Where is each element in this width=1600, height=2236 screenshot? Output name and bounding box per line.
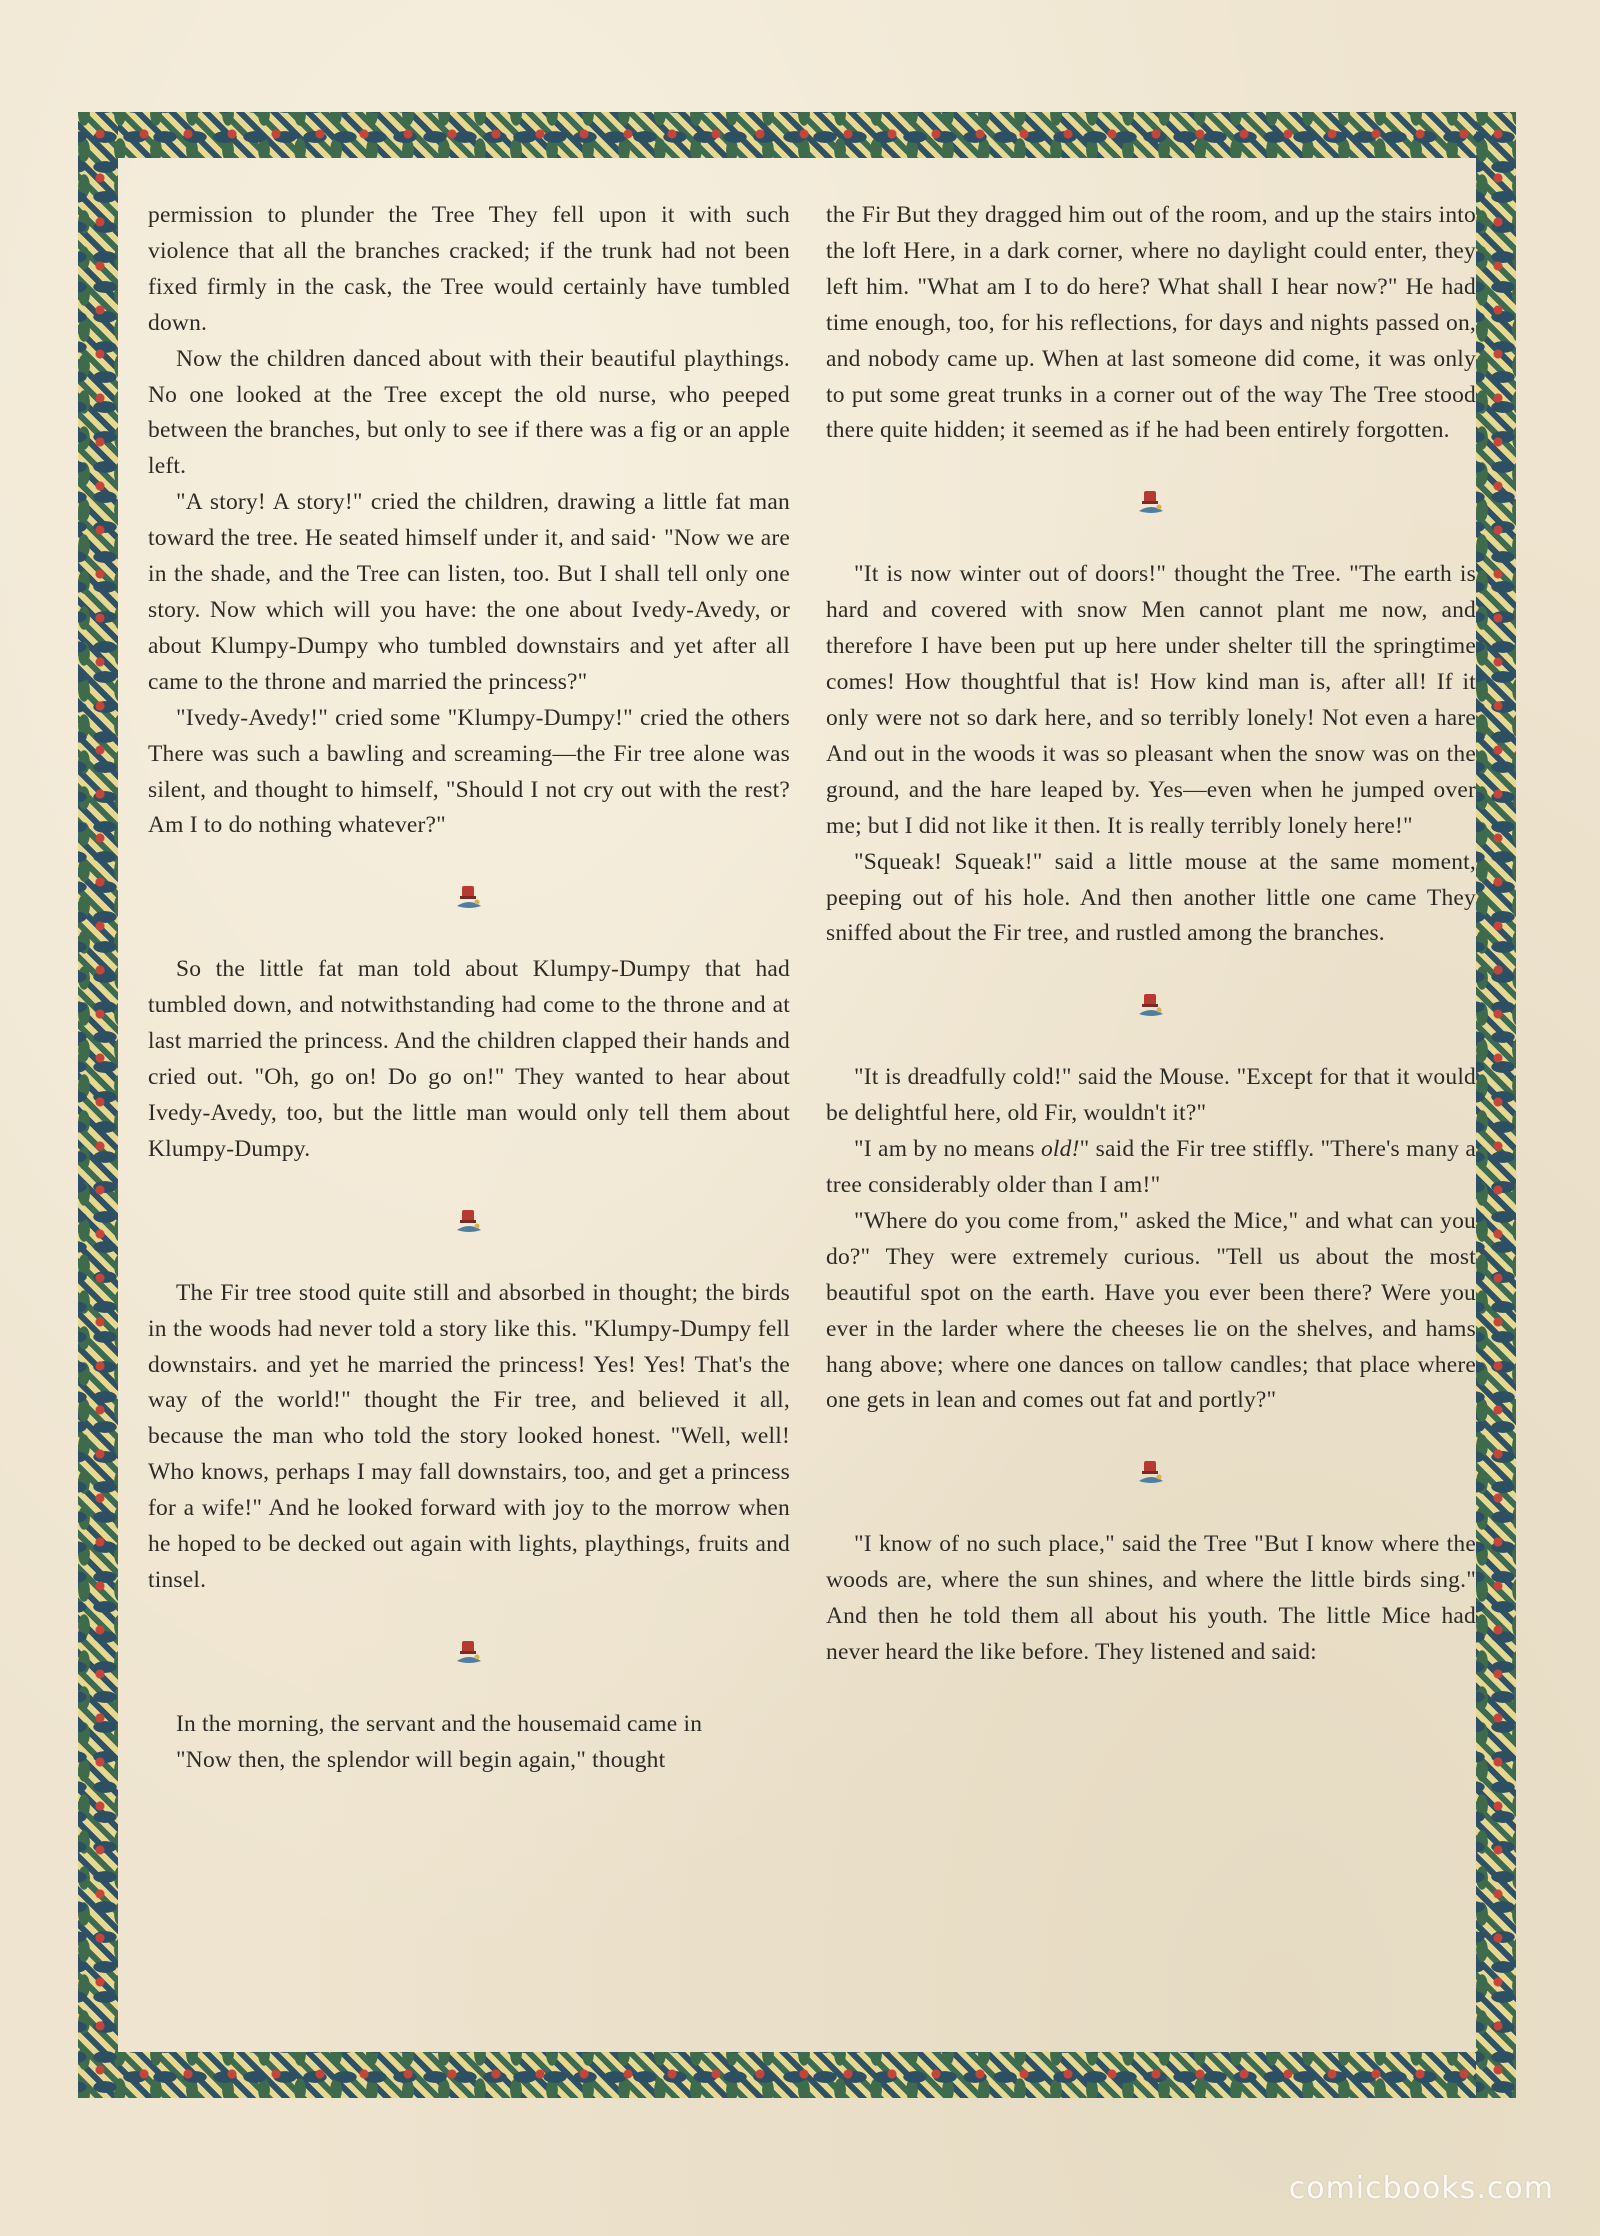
paragraph: "I know of no such place," said the Tree "But I know where the woods are, where the sun shines, and where the little birds sing." And then he told them all about his youth. The little Mice had never heard the like before. They listened and said: bbox=[826, 1531, 1476, 1666]
hat-and-candy-ornament-icon bbox=[451, 1635, 487, 1671]
section-ornament bbox=[148, 1168, 790, 1276]
left-text-column bbox=[148, 198, 790, 1779]
site-watermark: comicbooks.com bbox=[1288, 2171, 1554, 2206]
hat-and-candy-ornament-icon bbox=[1133, 1455, 1169, 1491]
italic-text-run: old! bbox=[1040, 1136, 1080, 1163]
text-run: " said the Fir tree stiffly. "There's many a tree considerably older than I am!" bbox=[826, 1136, 1477, 1199]
paragraph: "A story! A story!" cried the children, drawing a little fat man toward the tree. He seated himself under it, and said· "Now we are in the shade, and the Tree can listen, too. But I shall tell only one story. Now which will you have: the one about Ivedy-Avedy, or about Klumpy-Dumpy who tumbled downstairs and yet after all came to the throne and married the princess?" bbox=[148, 489, 790, 695]
garland-border-right bbox=[1476, 112, 1516, 2098]
hat-and-candy-ornament-icon bbox=[1133, 485, 1169, 521]
hat-and-candy-ornament-icon bbox=[451, 1204, 487, 1240]
paragraph: In the morning, the servant and the housemaid came in bbox=[176, 1710, 703, 1737]
paragraph: So the little fat man told about Klumpy-Dumpy that had tumbled down, and notwithstanding had come to the throne and at last married the princess. And the children clapped their hands and cried out. "Oh, go on! Do go on!" They wanted to hear about Ivedy-Avedy, too, but the little man would only tell them about Klumpy-Dumpy. bbox=[148, 956, 790, 1162]
section-ornament bbox=[148, 1599, 790, 1707]
paragraph: "It is now winter out of doors!" thought the Tree. "The earth is hard and covered with snow Men cannot plant me now, and therefore I have been put up here under shelter till the springtime comes! How thoughtful that is! How kind man is, after all! If it only were not so dark here, and so terribly lonely! Not even a hare And out in the woods it was so pleasant when the snow was on the ground, and the hare leaped by. Yes—even when he jumped over me; but I did not like it then. It is really terribly lonely here!" bbox=[826, 561, 1476, 839]
section-ornament bbox=[148, 844, 790, 952]
text-run: "I am by no means bbox=[854, 1136, 1041, 1163]
paragraph bbox=[826, 1132, 1476, 1204]
paragraph: "Ivedy-Avedy!" cried some "Klumpy-Dumpy!" cried the others There was such a bawling and screaming—the Fir tree alone was silent, and thought to himself, "Should I not cry out with the rest? Am I to do nothing whatever?" bbox=[148, 704, 790, 839]
paragraph: the Fir But they dragged him out of the room, and up the stairs into the loft Here, in a dark corner, where no daylight could enter, they left him. "What am I to do here? What shall I hear now?" He had time enough, too, for his reflections, for days and nights passed on, and nobody came up. When at last someone did come, it was only to put some great trunks in a corner out of the way The Tree stood there quite hidden; it seemed as if he had been entirely forgotten. bbox=[826, 202, 1476, 444]
garland-border-bottom bbox=[78, 2052, 1516, 2098]
garland-border-top bbox=[78, 112, 1516, 158]
section-ornament bbox=[826, 1419, 1476, 1527]
paragraph: The Fir tree stood quite still and absorbed in thought; the birds in the woods had never told a story like this. "Klumpy-Dumpy fell downstairs. and yet he married the princess! Yes! Yes! That's the way of the world!" thought the Fir tree, and believed it all, because the man who told the story looked honest. "Well, well! Who knows, perhaps I may fall downstairs, too, and get a princess for a wife!" And he looked forward with joy to the morrow when he hoped to be decked out again with lights, playthings, fruits and tinsel. bbox=[148, 1279, 790, 1593]
section-ornament bbox=[826, 952, 1476, 1060]
paragraph: "Squeak! Squeak!" said a little mouse at the same moment, peeping out of his hole. And then another little one came They sniffed about the Fir tree, and rustled among the branches. bbox=[826, 848, 1476, 947]
hat-and-candy-ornament-icon bbox=[1133, 988, 1169, 1024]
paragraph: "Now then, the splendor will begin again," thought bbox=[176, 1746, 666, 1773]
paragraph: "Where do you come from," asked the Mice," and what can you do?" They were extremely curious. "Tell us about the most beautiful spot on the earth. Have you ever been there? Were you ever in the larder where the cheeses lie on the shelves, and hams hang above; where one dances on tallow candles; that place where one gets in lean and comes out fat and portly?" bbox=[826, 1207, 1476, 1414]
hat-and-candy-ornament-icon bbox=[451, 880, 487, 916]
paragraph: Now the children danced about with their beautiful playthings. No one looked at the Tree except the old nurse, who peeped between the branches, but only to see if there was a fig or an apple left. bbox=[148, 345, 790, 480]
paragraph: permission to plunder the Tree They fell upon it with such violence that all the branches cracked; if the trunk had not been fixed firmly in the cask, the Tree would certainly have tumbled down. bbox=[148, 202, 790, 336]
garland-border-left bbox=[78, 112, 118, 2098]
section-ornament bbox=[826, 449, 1476, 557]
paragraph: "It is dreadfully cold!" said the Mouse. "Except for that it would be delightful here, old Fir, wouldn't it?" bbox=[826, 1064, 1476, 1127]
right-text-column bbox=[826, 198, 1476, 1671]
